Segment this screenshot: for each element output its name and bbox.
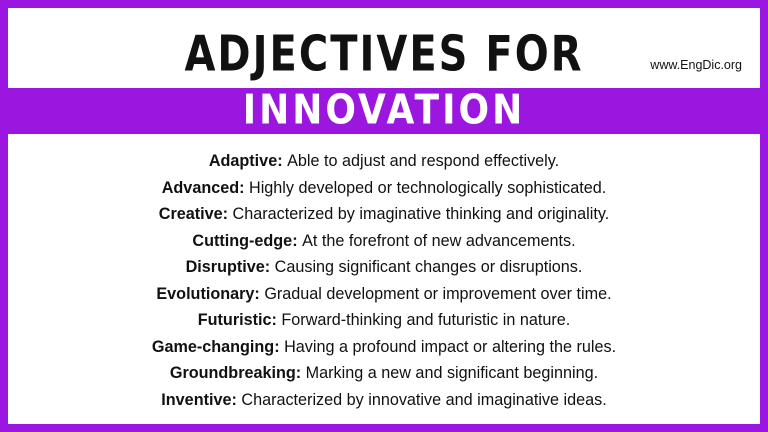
adjective-term: Groundbreaking xyxy=(169,364,296,382)
adjective-term: Evolutionary xyxy=(156,284,255,303)
adjective-definition: Marking a new and significant beginning. xyxy=(305,364,599,382)
list-item xyxy=(18,148,750,175)
list-item xyxy=(18,387,750,414)
separator: : xyxy=(239,178,249,197)
list-item xyxy=(18,228,750,255)
adjective-term: Advanced xyxy=(161,178,240,197)
list-item xyxy=(18,201,750,228)
topic-word: INNOVATION xyxy=(242,86,526,134)
adjective-term: Adaptive xyxy=(208,152,278,170)
separator: : xyxy=(295,364,306,382)
adjective-definition: Gradual development or improvement over time. xyxy=(264,284,612,303)
adjective-term: Inventive xyxy=(161,390,232,409)
adjective-term: Futuristic xyxy=(197,311,272,329)
adjective-term: Disruptive xyxy=(185,258,265,276)
adjective-term: Game-changing xyxy=(151,337,275,356)
separator: : xyxy=(222,205,233,223)
separator: : xyxy=(274,337,285,356)
list-item xyxy=(18,307,750,334)
adjective-definition: At the forefront of new advancements. xyxy=(302,231,576,250)
adjective-definition: Highly developed or technologically sophisticated. xyxy=(249,178,607,197)
topic-band xyxy=(8,88,760,134)
adjective-term: Creative xyxy=(158,205,223,223)
adjective-definition: Able to adjust and respond effectively. xyxy=(287,152,560,170)
separator: : xyxy=(292,231,303,250)
adjective-definition: Causing significant changes or disruptions. xyxy=(274,258,583,276)
site-url: www.EngDic.org xyxy=(650,58,742,72)
adjective-definition: Forward-thinking and futuristic in nature. xyxy=(281,311,571,329)
list-item xyxy=(18,360,750,387)
separator: : xyxy=(277,152,288,170)
adjective-definition: Having a profound impact or altering the rules. xyxy=(284,337,617,356)
separator: : xyxy=(264,258,275,276)
separator: : xyxy=(271,311,282,329)
list-item xyxy=(18,281,750,308)
list-item xyxy=(18,254,750,281)
list-item xyxy=(18,175,750,202)
poster-inner xyxy=(8,8,760,424)
page-title: ADJECTIVES FOR xyxy=(184,26,584,83)
adjective-term: Cutting-edge xyxy=(192,231,293,250)
poster-header xyxy=(8,8,760,86)
separator: : xyxy=(254,284,265,303)
adjective-definition: Characterized by innovative and imaginative ideas. xyxy=(241,390,607,409)
list-item xyxy=(18,334,750,361)
separator: : xyxy=(231,390,242,409)
adjective-definition: Characterized by imaginative thinking and originality. xyxy=(232,205,610,223)
adjective-list xyxy=(8,134,760,424)
